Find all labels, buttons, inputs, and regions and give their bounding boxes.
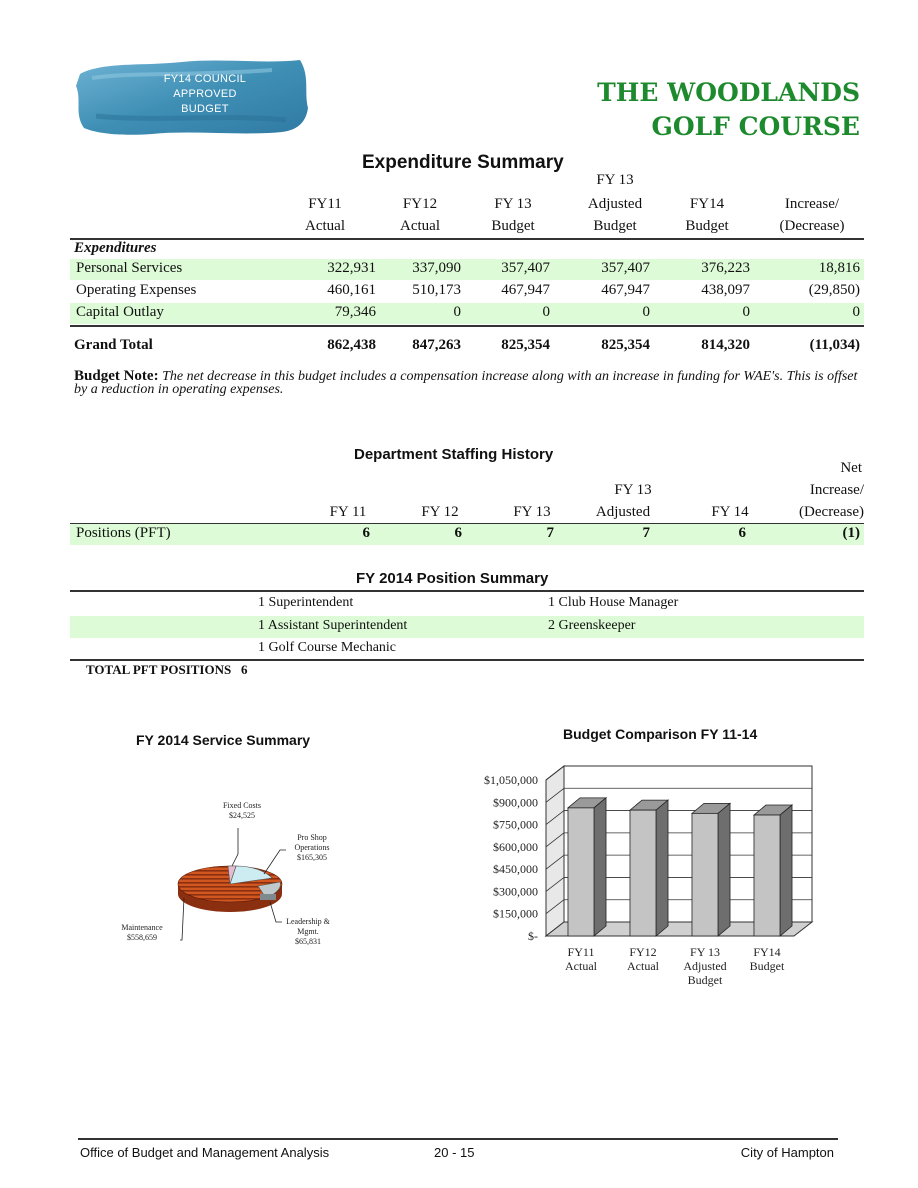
x-tick-label: FY 13 [690,945,720,959]
budget-note-text: The net decrease in this budget includes a compensation increase along with an increase in funding for WAE's. This is offset by a reduction in operating expenses. [74,369,858,397]
staffing-row: Positions (PFT) 6 6 7 7 6 (1) [70,524,864,545]
chart-side-wall [546,766,564,936]
y-tick-label: $300,000 [493,884,538,899]
total-pft-positions: TOTAL PFT POSITIONS 6 [86,662,248,677]
y-tick-label: $600,000 [493,839,538,854]
position-row: 1 Golf Course Mechanic [258,640,397,655]
bar [754,815,780,936]
bar [568,808,594,936]
table-row: Capital Outlay 79,346 0 0 0 0 0 [70,303,864,324]
x-tick-label: Budget [687,973,723,987]
position-summary-title: FY 2014 Position Summary [356,570,549,587]
x-tick-label: Actual [565,959,597,973]
leadership-label-2: Mgmt. [297,927,319,936]
service-summary-title: FY 2014 Service Summary [136,732,311,748]
y-tick-label: $450,000 [493,862,538,877]
fixed-costs-value: $24,525 [229,811,255,820]
table-row: Personal Services 322,931 337,090 357,407 357,407 376,223 18,816 [70,259,864,280]
position-header-rule [70,590,864,592]
bar-side [718,803,730,936]
bar-side [656,800,668,936]
budget-note [74,370,864,396]
position-total-rule [70,659,864,661]
staffing-title: Department Staffing History [354,446,554,463]
bar-side [780,805,792,936]
page-title: THE WOODLANDS GOLF COURSE [597,78,860,141]
bar-side [594,798,606,936]
maintenance-leader [180,898,184,940]
x-tick-label: FY14 [753,945,781,959]
budget-note-label: Budget Note: [74,368,159,384]
budget-comparison-bar-chart [450,760,830,1000]
grand-total-row: Grand Total 862,438 847,263 825,354 825,354 814,320 (11,034) [74,337,860,353]
fixed-costs-label: Fixed Costs [222,801,262,810]
expenditure-summary-title: Expenditure Summary [362,152,564,173]
expenditure-total-rule [70,325,864,327]
badge-text: FY14 COUNCIL APPROVED BUDGET [163,73,247,115]
pro-shop-label-1: Pro Shop [297,833,327,842]
pie-leadership-depth [260,894,276,900]
footer-rule [78,1138,838,1140]
service-summary-pie-chart [90,790,390,980]
expenditure-header-rule [70,238,864,240]
pro-shop-label-2: Operations [294,843,330,852]
x-tick-label: Actual [627,959,659,973]
fixed-costs-leader [232,828,238,866]
budget-comparison-title: Budget Comparison FY 11-14 [563,726,758,742]
x-tick-label: Budget [749,959,785,973]
bar [630,810,656,936]
y-tick-label: $900,000 [493,795,538,810]
x-tick-label: Adjusted [683,959,727,973]
leadership-leader [270,902,282,922]
footer-page-number: 20 - 15 [434,1145,475,1160]
pro-shop-value: $165,305 [297,853,327,862]
pro-shop-leader [264,850,286,874]
position-row: 1 Superintendent 1 Club House Manager [258,595,679,610]
footer-office: Office of Budget and Management Analysis [80,1145,330,1160]
position-row: 1 Assistant Superintendent 2 Greenskeeper [70,616,864,638]
maintenance-label: Maintenance [121,923,163,932]
x-tick-label: FY12 [629,945,657,959]
table-row: Operating Expenses 460,161 510,173 467,947 467,947 438,097 (29,850) [76,282,860,298]
y-tick-label: $- [528,929,538,943]
y-tick-label: $150,000 [493,906,538,921]
leadership-label-1: Leadership & [286,917,330,926]
maintenance-value: $558,659 [127,933,157,942]
bar [692,813,718,936]
y-tick-label: $1,050,000 [484,773,538,787]
leadership-value: $65,831 [295,937,321,946]
y-tick-label: $750,000 [493,817,538,832]
expenditures-label: Expenditures [74,240,157,256]
x-tick-label: FY11 [567,945,595,959]
footer-city: City of Hampton [740,1145,834,1160]
